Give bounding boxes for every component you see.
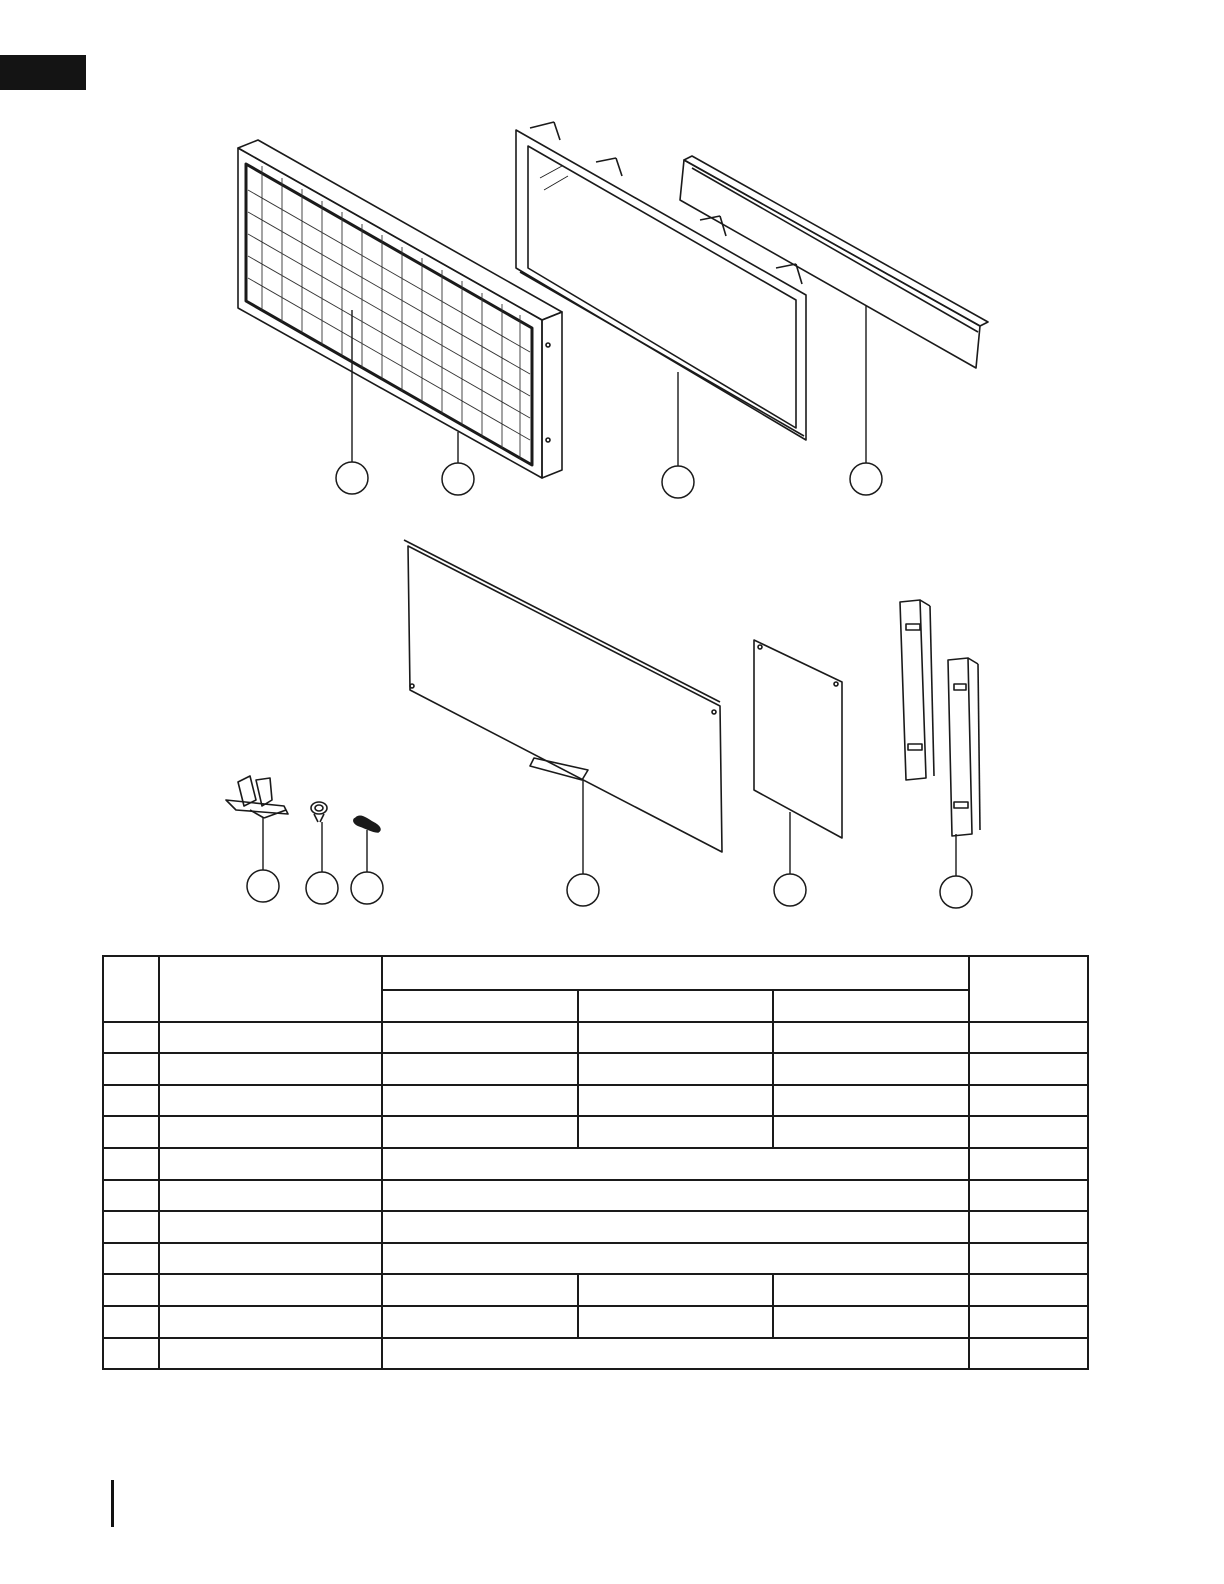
- cell-qty: [969, 1022, 1088, 1054]
- callout-8: [567, 874, 599, 906]
- cell-b: [578, 1116, 773, 1148]
- cell-b: [578, 1274, 773, 1306]
- callout-4: [850, 463, 882, 495]
- cell-a: [382, 1085, 578, 1117]
- cell-qty: [969, 1148, 1088, 1180]
- callout-1: [336, 462, 368, 494]
- cell-span: [382, 1148, 969, 1180]
- cell-description: [159, 1085, 382, 1117]
- table-row: [103, 1148, 1088, 1180]
- header-group: [382, 956, 969, 990]
- cell-qty: [969, 1116, 1088, 1148]
- leader-lines: [263, 306, 956, 876]
- cell-no: [103, 1022, 159, 1054]
- cell-c: [773, 1306, 969, 1338]
- cell-no: [103, 1338, 159, 1370]
- header-qty: [969, 956, 1088, 1022]
- header-no: [103, 956, 159, 1022]
- cell-span: [382, 1211, 969, 1243]
- header-a: [382, 990, 578, 1022]
- callout-2: [442, 463, 474, 495]
- table-row: [103, 1243, 1088, 1275]
- cell-no: [103, 1148, 159, 1180]
- grommet-part: [311, 802, 327, 822]
- cell-description: [159, 1274, 382, 1306]
- parts-table: [102, 955, 1089, 1370]
- cell-span: [382, 1338, 969, 1370]
- cell-no: [103, 1116, 159, 1148]
- cell-description: [159, 1116, 382, 1148]
- table-header-row: [103, 956, 1088, 990]
- hardware-clip-part: [226, 776, 288, 818]
- table-row: [103, 1053, 1088, 1085]
- cell-qty: [969, 1338, 1088, 1370]
- table-row: [103, 1306, 1088, 1338]
- header-b: [578, 990, 773, 1022]
- table-row: [103, 1211, 1088, 1243]
- cell-no: [103, 1306, 159, 1338]
- cell-no: [103, 1243, 159, 1275]
- grille-front-part: [238, 140, 562, 478]
- cell-a: [382, 1116, 578, 1148]
- screw-part: [354, 816, 380, 832]
- cell-qty: [969, 1085, 1088, 1117]
- cell-description: [159, 1053, 382, 1085]
- cell-no: [103, 1274, 159, 1306]
- cell-c: [773, 1022, 969, 1054]
- cell-no: [103, 1085, 159, 1117]
- cell-description: [159, 1022, 382, 1054]
- footer-rule: [111, 1480, 114, 1527]
- callout-3: [662, 466, 694, 498]
- cell-span: [382, 1180, 969, 1212]
- cell-qty: [969, 1180, 1088, 1212]
- callout-5: [247, 870, 279, 902]
- side-panel-part: [754, 640, 842, 838]
- header-c: [773, 990, 969, 1022]
- cell-c: [773, 1274, 969, 1306]
- table-row: [103, 1085, 1088, 1117]
- cell-qty: [969, 1274, 1088, 1306]
- cell-b: [578, 1053, 773, 1085]
- cell-description: [159, 1243, 382, 1275]
- cell-qty: [969, 1053, 1088, 1085]
- table-row: [103, 1274, 1088, 1306]
- table-row: [103, 1180, 1088, 1212]
- cell-c: [773, 1053, 969, 1085]
- table-row: [103, 1338, 1088, 1370]
- cell-qty: [969, 1243, 1088, 1275]
- top-trim-part: [680, 156, 988, 368]
- cell-qty: [969, 1306, 1088, 1338]
- cell-a: [382, 1306, 578, 1338]
- cell-description: [159, 1306, 382, 1338]
- cell-qty: [969, 1211, 1088, 1243]
- cell-description: [159, 1338, 382, 1370]
- cell-a: [382, 1053, 578, 1085]
- mounting-bracket-part: [900, 600, 980, 836]
- callout-circles: [247, 462, 972, 908]
- callout-10: [940, 876, 972, 908]
- header-description: [159, 956, 382, 1022]
- cell-no: [103, 1180, 159, 1212]
- cell-c: [773, 1085, 969, 1117]
- callout-9: [774, 874, 806, 906]
- table-row: [103, 1116, 1088, 1148]
- cell-b: [578, 1022, 773, 1054]
- table-row: [103, 1022, 1088, 1054]
- cell-b: [578, 1085, 773, 1117]
- cell-c: [773, 1116, 969, 1148]
- cell-description: [159, 1148, 382, 1180]
- cell-description: [159, 1180, 382, 1212]
- glass-door-part: [516, 122, 806, 440]
- cell-no: [103, 1211, 159, 1243]
- cell-b: [578, 1306, 773, 1338]
- cell-a: [382, 1274, 578, 1306]
- cell-span: [382, 1243, 969, 1275]
- callout-6: [306, 872, 338, 904]
- cell-description: [159, 1211, 382, 1243]
- back-panel-part: [404, 540, 722, 852]
- cell-no: [103, 1053, 159, 1085]
- callout-7: [351, 872, 383, 904]
- cell-a: [382, 1022, 578, 1054]
